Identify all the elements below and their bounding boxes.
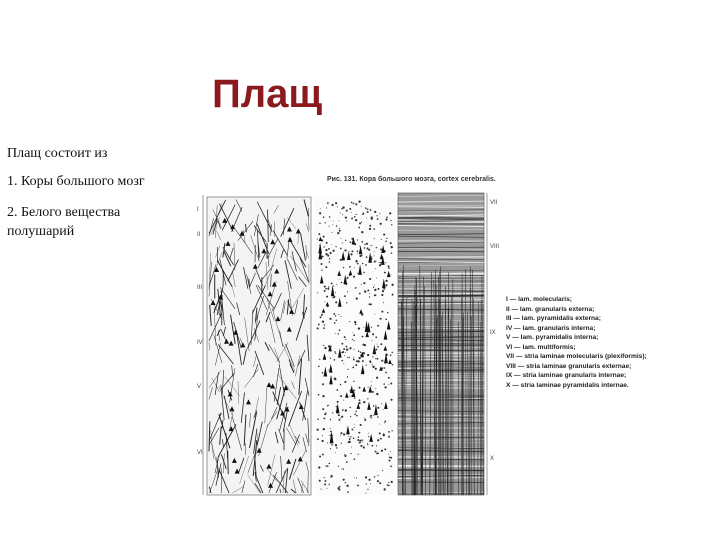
layer-label-right: VIII [490, 244, 500, 250]
legend-item: II — lam. granularis externa; [506, 305, 595, 313]
legend-item: VII — stria laminae molecularis (plexiformis); [506, 353, 647, 360]
layer-label-right: VII [490, 200, 498, 206]
body-line-1: Плащ состоит из [7, 146, 108, 161]
layer-label-left: IV [197, 340, 203, 346]
legend-item: VIII — stria laminae granularis externae; [506, 362, 632, 370]
legend-item: I — lam. molecularis; [506, 296, 572, 303]
layer-label-right: IX [490, 330, 496, 336]
layer-label-left: V [197, 384, 202, 390]
panel-myelin [398, 193, 484, 495]
figure-caption: Рис. 131. Кора большого мозга, cortex cerebralis. [327, 176, 496, 183]
layer-label-left: III [197, 285, 203, 291]
legend-item: V — lam. pyramidalis interna; [506, 334, 599, 341]
legend-item: IV — lam. granularis interna; [506, 324, 596, 332]
layer-label-left: I [197, 207, 199, 213]
figure-legend [506, 295, 647, 390]
body-line-3: 2. Белого вещества полушарий [7, 205, 121, 239]
panel-golgi [207, 197, 311, 495]
legend-item: III — lam. pyramidalis externa; [506, 315, 601, 322]
legend-item: IX — stria laminae granularis internae; [506, 372, 627, 379]
slide-title: Плащ [212, 72, 323, 116]
legend-item: X — stria laminae pyramidalis internae. [506, 381, 629, 389]
panel-nissl [315, 197, 395, 495]
body-line-2: 1. Коры большого мозг [7, 174, 145, 189]
layer-label-right: X [490, 456, 495, 462]
layer-label-left: VI [197, 450, 203, 456]
legend-item: VI — lam. multiformis; [506, 343, 576, 351]
layer-label-left: II [197, 232, 201, 238]
